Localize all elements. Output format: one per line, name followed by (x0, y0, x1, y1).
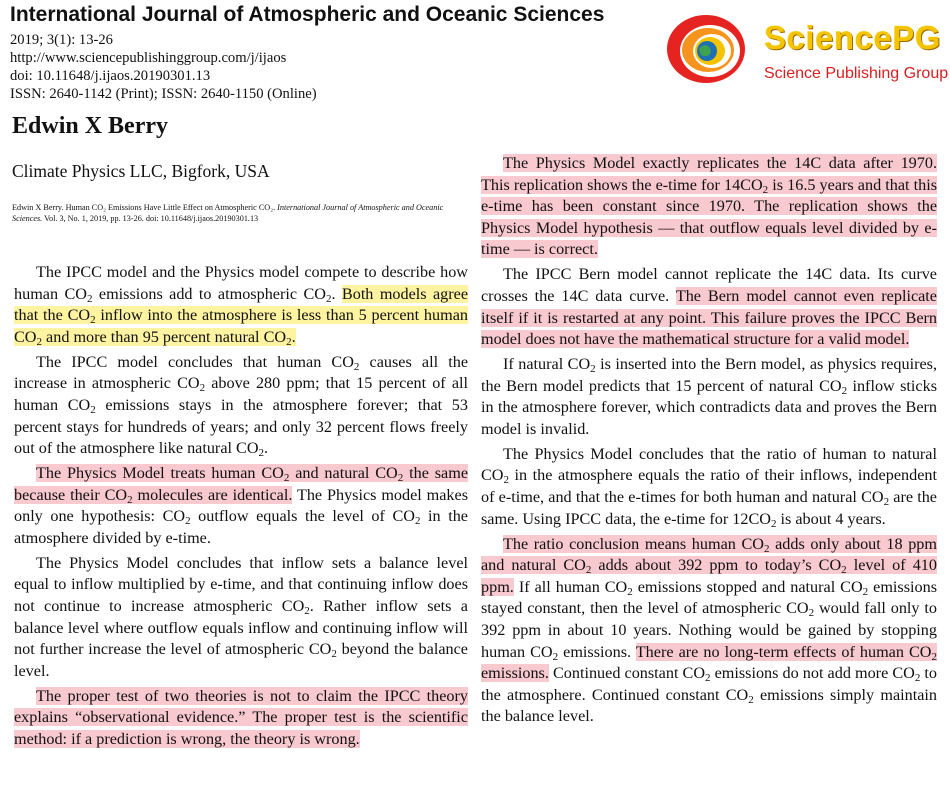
text-segment: The Physics Model concludes that inflow sets a balance level equal to inflow multiplied by e-time, and that continuing inflow does not continue to increase atmospheric $CO_2$. Rather inflow sets a balance level where outflow equals inflow and continuing inflow will not further increase the level of atmospheric $CO_2$ beyond the balance level. (14, 553, 468, 680)
text-segment: The IPCC Bern model cannot replicate the 14C data. Its curve crosses the 14C data curve. (481, 265, 937, 305)
highlighted-text-pink: The Physics Model exactly replicates the 14C data after 1970. This replication shows the e-time for $14CO_2$ is 16.5 years and that this e-time has been constant since 1970. The replication shows the Physics Model hypothesis — that outflow equals level divided by e-time — is correct. (481, 154, 937, 259)
highlighted-text-pink: The ratio conclusion means human $CO_2$ adds only about 18 ppm and natural $CO_2$ adds about 392 ppm to today’s $CO_2$ level of 410 ppm. (481, 534, 937, 596)
right-column (481, 153, 937, 731)
journal-issn: ISSN: 2640-1142 (Print); ISSN: 2640-1150 (Online) (10, 86, 317, 102)
highlighted-text-yellow: Both models agree that the $CO_2$ inflow into the atmosphere is less than 5 percent human $CO_2$ and more than 95 percent natural $CO_2$. (14, 284, 469, 348)
journal-meta (10, 31, 317, 103)
publisher-name: SciencePG (764, 19, 941, 56)
highlighted-text-pink: The Bern model cannot even replicate itself if it is restarted at any point. This failure proves the IPCC Bern model does not have the mathematical structure for a valid model. (481, 286, 937, 349)
author-name: Edwin X Berry (12, 113, 168, 139)
text-segment: The Physics model makes only one hypothesis: $CO_2$ outflow equals the level of $CO_2$ in the atmosphere divided by e-time. (14, 485, 468, 547)
paragraph (14, 262, 468, 348)
text-segment: The IPCC model and the Physics model compete to describe how human $CO_2$ emissions add to atmospheric $CO_2$. (14, 263, 468, 305)
journal-url[interactable]: http://www.sciencepublishinggroup.com/j/ijaos (10, 50, 287, 66)
paragraph (14, 686, 468, 751)
text-segment: The Physics Model concludes that the ratio of human to natural $CO_2$ in the atmosphere equals the ratio of their inflows, independent of e-time, and that the e-times for both human and natural $CO_2$ are the same. Using IPCC data, the e-time for $12CO_2$ is about 4 years. (481, 444, 937, 530)
text-segment: If all human $CO_2$ emissions stopped and natural $CO_2$ emissions stayed constant, then the level of atmospheric $CO_2$ would fall only to 392 ppm in about 10 years. Nothing would be gained by stopping human $CO_2$ emissions. (481, 577, 938, 663)
author-affiliation: Climate Physics LLC, Bigfork, USA (12, 161, 270, 181)
citation (12, 202, 467, 224)
publisher-logo (666, 13, 949, 85)
paragraph (14, 463, 468, 549)
highlighted-text-pink: The proper test of two theories is not to claim the IPCC theory explains “observational evidence.” The proper test is the scientific method: if a prediction is wrong, the theory is wrong. (14, 686, 468, 749)
publisher-subtitle: Science Publishing Group (764, 65, 949, 82)
journal-issue: 2019; 3(1): 13-26 (10, 32, 113, 48)
left-column (14, 262, 468, 754)
paragraph (481, 444, 937, 530)
citation-prefix: Edwin X Berry. Human CO₂ Emissions Have Little Effect on Atmospheric CO₂. (12, 203, 276, 212)
journal-title: International Journal of Atmospheric and Oceanic Sciences (10, 3, 605, 26)
paragraph (14, 553, 468, 683)
citation-journal: International Journal of Atmospheric and Oceanic Sciences. (12, 203, 444, 223)
journal-doi: doi: 10.11648/j.ijaos.20190301.13 (10, 68, 211, 84)
citation-details: Vol. 3, No. 1, 2019, pp. 13-26. doi: 10.11648/j.ijaos.20190301.13 (44, 214, 259, 223)
text-segment: The IPCC model concludes that human $CO_2$ causes all the increase in atmospheric $CO_2$ above 280 ppm; that 15 percent of all human $CO_2$ emissions stays in the atmosphere forever; that 53 percent stays for hundreds of years; and only 32 percent flows freely out of the atmosphere like natural $CO_2$. (14, 352, 468, 460)
paragraph (481, 153, 937, 261)
paragraph (481, 354, 937, 440)
highlighted-text-pink: There are no long-term effects of human $CO_2$ emissions. (481, 642, 937, 683)
paragraph (14, 352, 468, 460)
text-segment: Continued constant $CO_2$ emissions do not add more $CO_2$ to the atmosphere. Continued constant $CO_2$ emissions simply maintain the balance level. (481, 664, 937, 726)
highlighted-text-pink: The Physics Model treats human $CO_2$ and natural $CO_2$ the same because their $CO_2$ molecules are identical. (14, 464, 468, 506)
sciencepg-globe-icon (666, 13, 756, 85)
paragraph (481, 534, 937, 728)
text-segment: If natural $CO_2$ is inserted into the Bern model, as physics requires, the Bern model predicts that 15 percent of natural $CO_2$ inflow sticks in the atmosphere forever, which contradicts data and proves the Bern model is invalid. (481, 355, 937, 438)
paragraph (481, 264, 937, 350)
